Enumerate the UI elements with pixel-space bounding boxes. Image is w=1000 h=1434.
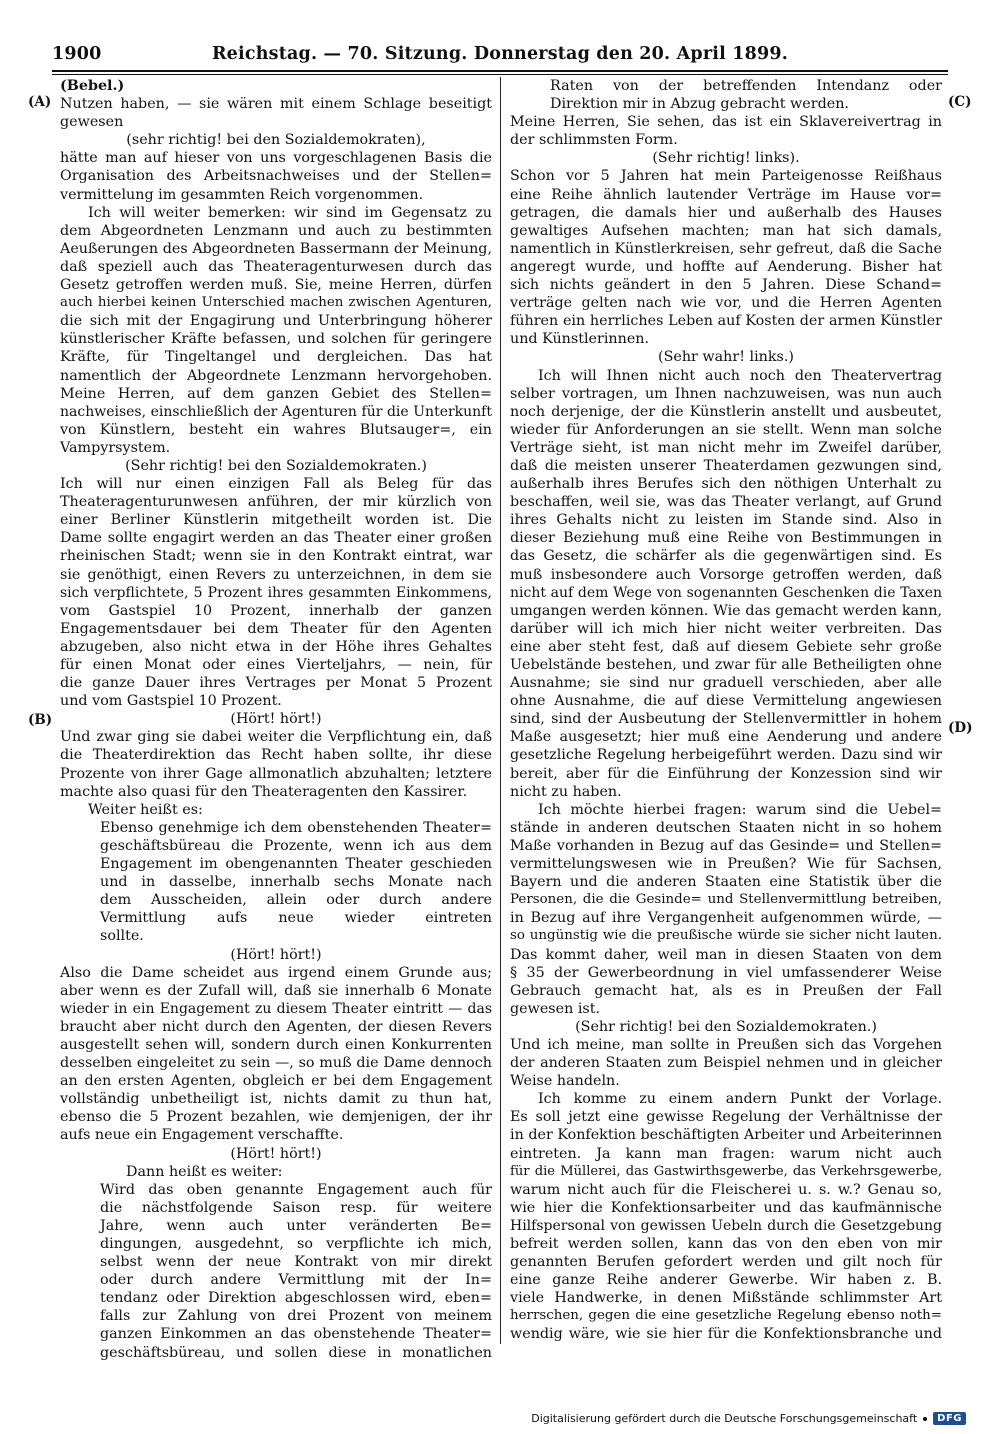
text-line: umgangen werden können. Wie das gemacht werden kann, xyxy=(510,602,942,619)
text-line: künstlerischer Kräfte befassen, und solchen für geringere xyxy=(60,331,492,348)
text-line: daß die meisten unserer Theaterdamen gezwungen sind, xyxy=(510,457,942,474)
text-line: Meine Herren, Sie sehen, das ist ein Sklavereivertrag in xyxy=(510,114,942,131)
text-line: sollte. xyxy=(100,928,144,945)
margin-marker-c: (C) xyxy=(948,94,972,110)
text-line: Jahre, wenn auch unter veränderten Be= xyxy=(100,1217,492,1234)
text-line: Ebenso genehmige ich dem obenstehenden Theater= xyxy=(100,819,492,836)
margin-marker-d: (D) xyxy=(948,720,973,736)
text-line: selber vortragen, um Ihnen nachzuweisen, was nun auch xyxy=(510,385,942,402)
text-line: ausgestellt sehen will, sondern durch einen Konkurrenten xyxy=(60,1036,492,1053)
separator-dot-icon xyxy=(923,1417,927,1421)
text-line: dem Ausscheiden, allein oder durch andere xyxy=(100,892,492,909)
text-line: Gebrauch gemacht hat, als es in Preußen der Fall xyxy=(510,982,942,999)
text-line: Und zwar ging sie dabei weiter die Verpflichtung ein, daß xyxy=(60,729,492,746)
text-line: (Bebel.) xyxy=(60,78,125,94)
text-line: der anderen Staaten zum Beispiel nehmen und in gleicher xyxy=(510,1055,942,1072)
text-line: nicht zu haben. xyxy=(510,783,622,800)
text-line: Ich will nur einen einzigen Fall als Beleg für das xyxy=(60,476,492,493)
text-line: namentlich der Abgeordnete Lenzmann hervorgehoben. xyxy=(60,367,492,384)
text-line: (Sehr richtig! bei den Sozialdemokraten.) xyxy=(125,457,427,474)
text-line: Engagement im obengenannten Theater geschieden xyxy=(100,856,492,873)
margin-marker-b: (B) xyxy=(28,712,53,728)
text-line: Vampyrsystem. xyxy=(60,439,171,456)
text-line: ohne Ausnahme, die auf diese Vermittelung angewiesen xyxy=(510,693,942,710)
text-line: verträge gelten nach wie vor, und die Herren Agenten xyxy=(510,295,942,312)
text-line: Uebelstände bestehen, und zwar für alle Betheiligten ohne xyxy=(510,657,942,673)
text-line: sich nichts geändert in den 5 Jahren. Diese Schand= xyxy=(510,277,942,294)
text-line: dieser Beziehung muß eine Reihe von Bestimmungen in xyxy=(510,530,942,547)
text-line: Wird das oben genannte Engagement auch für xyxy=(100,1181,492,1198)
text-line: sich verpflichtete, 5 Prozent ihres gesammten Einkommens, xyxy=(60,584,492,601)
text-line: noch derjenige, der die Künstlerin anstellt und ausbeutet, xyxy=(510,403,942,420)
text-line: die Theaterdirektion das Recht haben sollte, ihr diese xyxy=(60,747,492,764)
text-line: nicht auf dem Wege von sogenannten Geschenken die Taxen xyxy=(510,584,942,601)
text-line: falls zur Zahlung von drei Prozent von meinem xyxy=(100,1308,492,1325)
text-line: für einen Monat oder eines Vierteljahrs, — nein, für xyxy=(60,657,492,673)
text-line: Maße ausgesetzt; hier muß eine Aenderung und andere xyxy=(510,729,942,746)
text-line: Personen, die die Gesinde= und Stellenvermittlung betreiben, xyxy=(510,892,942,908)
text-line: Ausnahme; sie sind nur graduell verschieden, aber alle xyxy=(510,675,942,692)
text-line: befreit werden sollen, kann das von den eben von mir xyxy=(510,1236,942,1252)
text-line: Organisation des Arbeitsnachweises und der Stellen= xyxy=(60,168,492,185)
text-line: außerhalb ihres Berufes sich den nöthigen Unterhalt zu xyxy=(510,476,942,493)
text-line: Vermittlung aufs neue wieder eintreten xyxy=(100,910,492,927)
text-line: herrschen, gegen die eine gesetzliche Regelung ebenso noth= xyxy=(510,1308,942,1324)
text-line: machte also quasi für den Theateragenten den Kassirer. xyxy=(60,783,468,800)
text-line: Bayern und die anderen Staaten eine Statistik über die xyxy=(510,874,942,891)
text-line: die sich mit der Engagirung und Unterbringung höherer xyxy=(60,313,492,330)
text-line: (Hört! hört!) xyxy=(230,946,322,963)
text-line: Kräfte, für Tingeltangel und dergleichen. Das hat xyxy=(60,349,492,366)
text-line: Engagementsdauer bei dem Theater für den Agenten xyxy=(60,620,492,637)
text-line: von Künstlern, besteht ein wahres Blutsauger=, ein xyxy=(60,421,492,438)
text-line: Theateragenturunwesen anführen, der mir kürzlich von xyxy=(60,494,492,511)
text-line: (sehr richtig! bei den Sozialdemokraten), xyxy=(126,132,426,149)
text-line: hätte man auf hieser von uns vorgeschlagenen Basis die xyxy=(60,150,492,167)
text-line: Meine Herren, auf dem ganzen Gebiet des Stellen= xyxy=(60,385,492,402)
text-line: oder durch andere Vermittlung mit der In= xyxy=(100,1272,492,1289)
text-line: Maße vorhanden in Bezug auf das Gesinde= und Stellen= xyxy=(510,837,942,854)
text-line: dem Abgeordneten Lenzmann und auch zu bestimmten xyxy=(60,222,492,239)
text-line: nachweises, einschließlich der Agenturen für die Unterkunft xyxy=(60,403,492,420)
text-line: und vom Gastspiel 10 Prozent. xyxy=(60,693,282,710)
text-line: Raten von der betreffenden Intendanz oder xyxy=(550,78,942,94)
text-line: Dann heißt es weiter: xyxy=(126,1163,283,1180)
text-line: wendig wäre, wie sie hier für die Konfektionsbranche und xyxy=(510,1326,942,1343)
text-line: vollständig unbetheiligt ist, nichts damit zu thun hat, xyxy=(60,1091,492,1108)
text-line: vermittelung im gesammten Reich vorgenommen. xyxy=(60,186,424,203)
text-line: Ich will Ihnen nicht auch noch den Theatervertrag xyxy=(538,367,942,384)
text-line: ebenso die 5 Prozent bezahlen, wie demjenigen, der ihr xyxy=(60,1109,492,1126)
text-line: so ungünstig wie die preußische würde sie sicher nicht lauten. xyxy=(510,928,942,944)
running-title: Reichstag. — 70. Sitzung. Donnerstag den 20. April 1899. xyxy=(211,44,789,64)
text-line: für die Müllerei, das Gastwirthsgewerbe, das Verkehrsgewerbe, xyxy=(510,1163,942,1179)
text-line: (Sehr richtig! links). xyxy=(652,150,800,167)
text-line: braucht aber nicht durch den Agenten, der diesen Revers xyxy=(60,1018,492,1035)
text-line: Also die Dame scheidet aus irgend einem Grunde aus; xyxy=(60,964,492,981)
text-line: viele Handwerke, in denen Mißstände schlimmster Art xyxy=(510,1290,942,1307)
text-line: an den ersten Agenten, obgleich er bei dem Engagement xyxy=(60,1073,492,1090)
text-line: das Gesetz, die schärfer als die gegenwärtigen sind. Es xyxy=(510,548,942,565)
text-line: in der Konfektion beschäftigten Arbeiter und Arbeiterinnen xyxy=(510,1127,943,1144)
text-line: (Sehr wahr! links.) xyxy=(658,349,794,366)
page-header xyxy=(52,44,948,68)
text-line: in Bezug auf ihre Vergangenheit aufgenommen würde, — xyxy=(510,910,942,927)
text-line: Verträge sieht, ist man nicht mehr im Zweifel darüber, xyxy=(510,439,942,456)
text-line: Prozente von ihrer Gage allmonatlich abzuhalten; letztere xyxy=(60,765,492,782)
text-line: vom Gastspiel 10 Prozent, innerhalb der ganzen xyxy=(60,602,492,619)
text-line: wie hier die Konfektionsarbeiter und das kaufmännische xyxy=(510,1199,942,1216)
text-line: ihres Gehalts nicht zu leisten im Stande sind. Also in xyxy=(510,512,942,529)
text-line: einer Berliner Künstlerin mitgetheilt worden ist. Die xyxy=(60,512,492,529)
text-line: sind, sind der Ausbeutung der Stellenvermittler in hohem xyxy=(510,711,942,728)
text-line: gewaltiges Aufsehen machten; man hat sich damals, xyxy=(510,222,942,239)
text-line: rheinischen Stadt; wenn sie in den Kontrakt eintrat, war xyxy=(60,548,492,565)
header-rule xyxy=(52,70,948,72)
text-line: eintreten. Ja kann man fragen: warum nicht auch xyxy=(510,1145,942,1162)
text-line: Gesetz getroffen werden muß. Sie, meine Herren, dürfen xyxy=(60,277,492,294)
text-line: muß insbesondere auch Vorsorge getroffen werden, daß xyxy=(510,566,942,583)
left-text-column xyxy=(60,77,492,1361)
text-line: § 35 der Gewerbeordnung in viel umfassenderer Weise xyxy=(510,964,942,981)
text-line: aber wenn es der Zufall will, daß sie innerhalb 6 Monate xyxy=(60,982,492,999)
text-line: desselben eingeleitet zu sein —, so muß die Dame dennoch xyxy=(60,1055,492,1072)
text-line: Das kommt daher, weil man in diesen Staaten von dem xyxy=(510,946,942,963)
text-line: die ganze Dauer ihres Vertrages per Monat 5 Prozent xyxy=(60,675,492,692)
text-line: eine aber steht fest, daß auf diesem Gebiete sehr große xyxy=(510,638,942,655)
text-line: eine ganze Reihe anderer Gewerbe. Wir haben z. B. xyxy=(510,1272,942,1289)
text-line: Weise handeln. xyxy=(510,1073,620,1090)
margin-marker-a: (A) xyxy=(28,94,52,110)
column-separator xyxy=(500,77,501,1344)
text-line: vermittelungswesen wie in Preußen? Wie für Sachsen, xyxy=(510,856,942,873)
header-rule-thin xyxy=(52,74,948,75)
text-line: getragen, die damals hier und außerhalb des Hauses xyxy=(510,204,942,221)
text-line: daß speziell auch das Theateragenturwesen durch das xyxy=(60,258,492,275)
text-line: stände in anderen deutschen Staaten nicht in so hohem xyxy=(510,819,942,836)
text-line: ganzen Einkommen an das obenstehende Theater= xyxy=(100,1326,492,1343)
text-line: Ich will weiter bemerken: wir sind im Gegensatz zu xyxy=(88,204,492,221)
text-line: geschäftsbüreau die Prozente, wenn ich aus dem xyxy=(100,837,492,854)
text-line: genannten Berufen gefordert werden und gilt noch für xyxy=(510,1254,942,1271)
text-line: Aeußerungen des Abgeordneten Bassermann der Meinung, xyxy=(60,240,492,257)
text-line: (Hört! hört!) xyxy=(230,1145,322,1162)
text-line: Nutzen haben, — sie wären mit einem Schlage beseitigt xyxy=(60,96,492,113)
text-line: darüber will ich mich hier nicht weiter verbreiten. Das xyxy=(510,620,942,637)
text-line: dingungen, ausgedehnt, so verpflichte ich mich, xyxy=(100,1236,492,1252)
text-line: eine Reihe ähnlich lautender Verträge im Hause vor= xyxy=(510,186,942,203)
text-line: und in dasselbe, innerhalb sechs Monate nach xyxy=(100,874,492,891)
text-line: und Künstlerinnen. xyxy=(510,331,650,348)
right-text-column xyxy=(510,77,942,1347)
text-line: die nächstfolgende Saison resp. für weitere xyxy=(100,1199,492,1216)
text-line: der schlimmsten Form. xyxy=(510,132,678,149)
text-line: gewesen ist. xyxy=(510,1000,601,1017)
dfg-logo-icon: DFG xyxy=(933,1412,966,1425)
text-line: Und ich meine, man sollte in Preußen sich das Vorgehen xyxy=(510,1036,942,1053)
text-line: bereit, aber für die Einführung der Konzession sind wir xyxy=(510,765,942,782)
page-number: 1900 xyxy=(52,44,102,64)
text-line: Direktion mir in Abzug gebracht werden. xyxy=(550,96,849,113)
text-line: Ich möchte hierbei fragen: warum sind die Uebel= xyxy=(538,801,942,818)
text-line: sie genöthigt, einen Revers zu unterzeichnen, in dem sie xyxy=(60,566,492,583)
text-line: Hilfspersonal von gewissen Uebeln durch die Gesetzgebung xyxy=(510,1217,942,1234)
text-line: angeregt wurde, und hoffte auf Aenderung. Bisher hat xyxy=(510,258,942,275)
text-line: Dame sollte engagirt werden an das Theater einer großen xyxy=(60,530,492,547)
text-line: tendanz oder Direktion abgeschlossen wird, eben= xyxy=(100,1290,492,1307)
text-line: wieder für Anforderungen an sie stellt. Wenn man solche xyxy=(510,421,942,438)
text-line: abzugeben, also nicht etwa in der Höhe ihres Gehaltes xyxy=(60,638,492,655)
text-line: beschaffen, weil sie, was das Theater verlangt, auf Grund xyxy=(510,494,942,511)
text-line: Schon vor 5 Jahren hat mein Parteigenosse Reißhaus xyxy=(510,168,942,185)
text-line: (Sehr richtig! bei den Sozialdemokraten.) xyxy=(575,1018,877,1035)
text-line: gesetzliche Regelung herbeigeführt werden. Dazu sind wir xyxy=(510,747,942,764)
text-line: aufs neue ein Engagement verschaffte. xyxy=(60,1127,344,1144)
text-line: warum nicht auch für die Fleischerei u. s. w.? Genau so, xyxy=(510,1181,942,1198)
text-line: Ich komme zu einem andern Punkt der Vorlage. xyxy=(538,1091,942,1108)
text-line: selbst wenn der neue Kontrakt von mir direkt xyxy=(100,1254,492,1271)
text-line: Weiter heißt es: xyxy=(88,801,203,818)
text-line: wieder in ein Engagement zu diesem Theater eintritt — das xyxy=(60,1000,492,1017)
text-line: auch hierbei keinen Unterschied machen zwischen Agenturen, xyxy=(60,295,492,311)
text-line: (Hört! hört!) xyxy=(230,711,322,728)
footer-text: Digitalisierung gefördert durch die Deutsche Forschungsgemeinschaft xyxy=(531,1412,918,1425)
text-line: führen ein herrliches Leben auf Kosten der armen Künstler xyxy=(510,313,942,330)
text-line: geschäftsbüreau, und sollen diese in monatlichen xyxy=(100,1344,492,1361)
text-line: Es soll jetzt eine gewisse Regelung der Verhältnisse der xyxy=(510,1109,942,1126)
text-line: namentlich in Künstlerkreisen, sehr gefreut, daß die Sache xyxy=(510,240,942,257)
text-line: gewesen xyxy=(60,114,124,131)
footer-credit xyxy=(531,1412,966,1425)
